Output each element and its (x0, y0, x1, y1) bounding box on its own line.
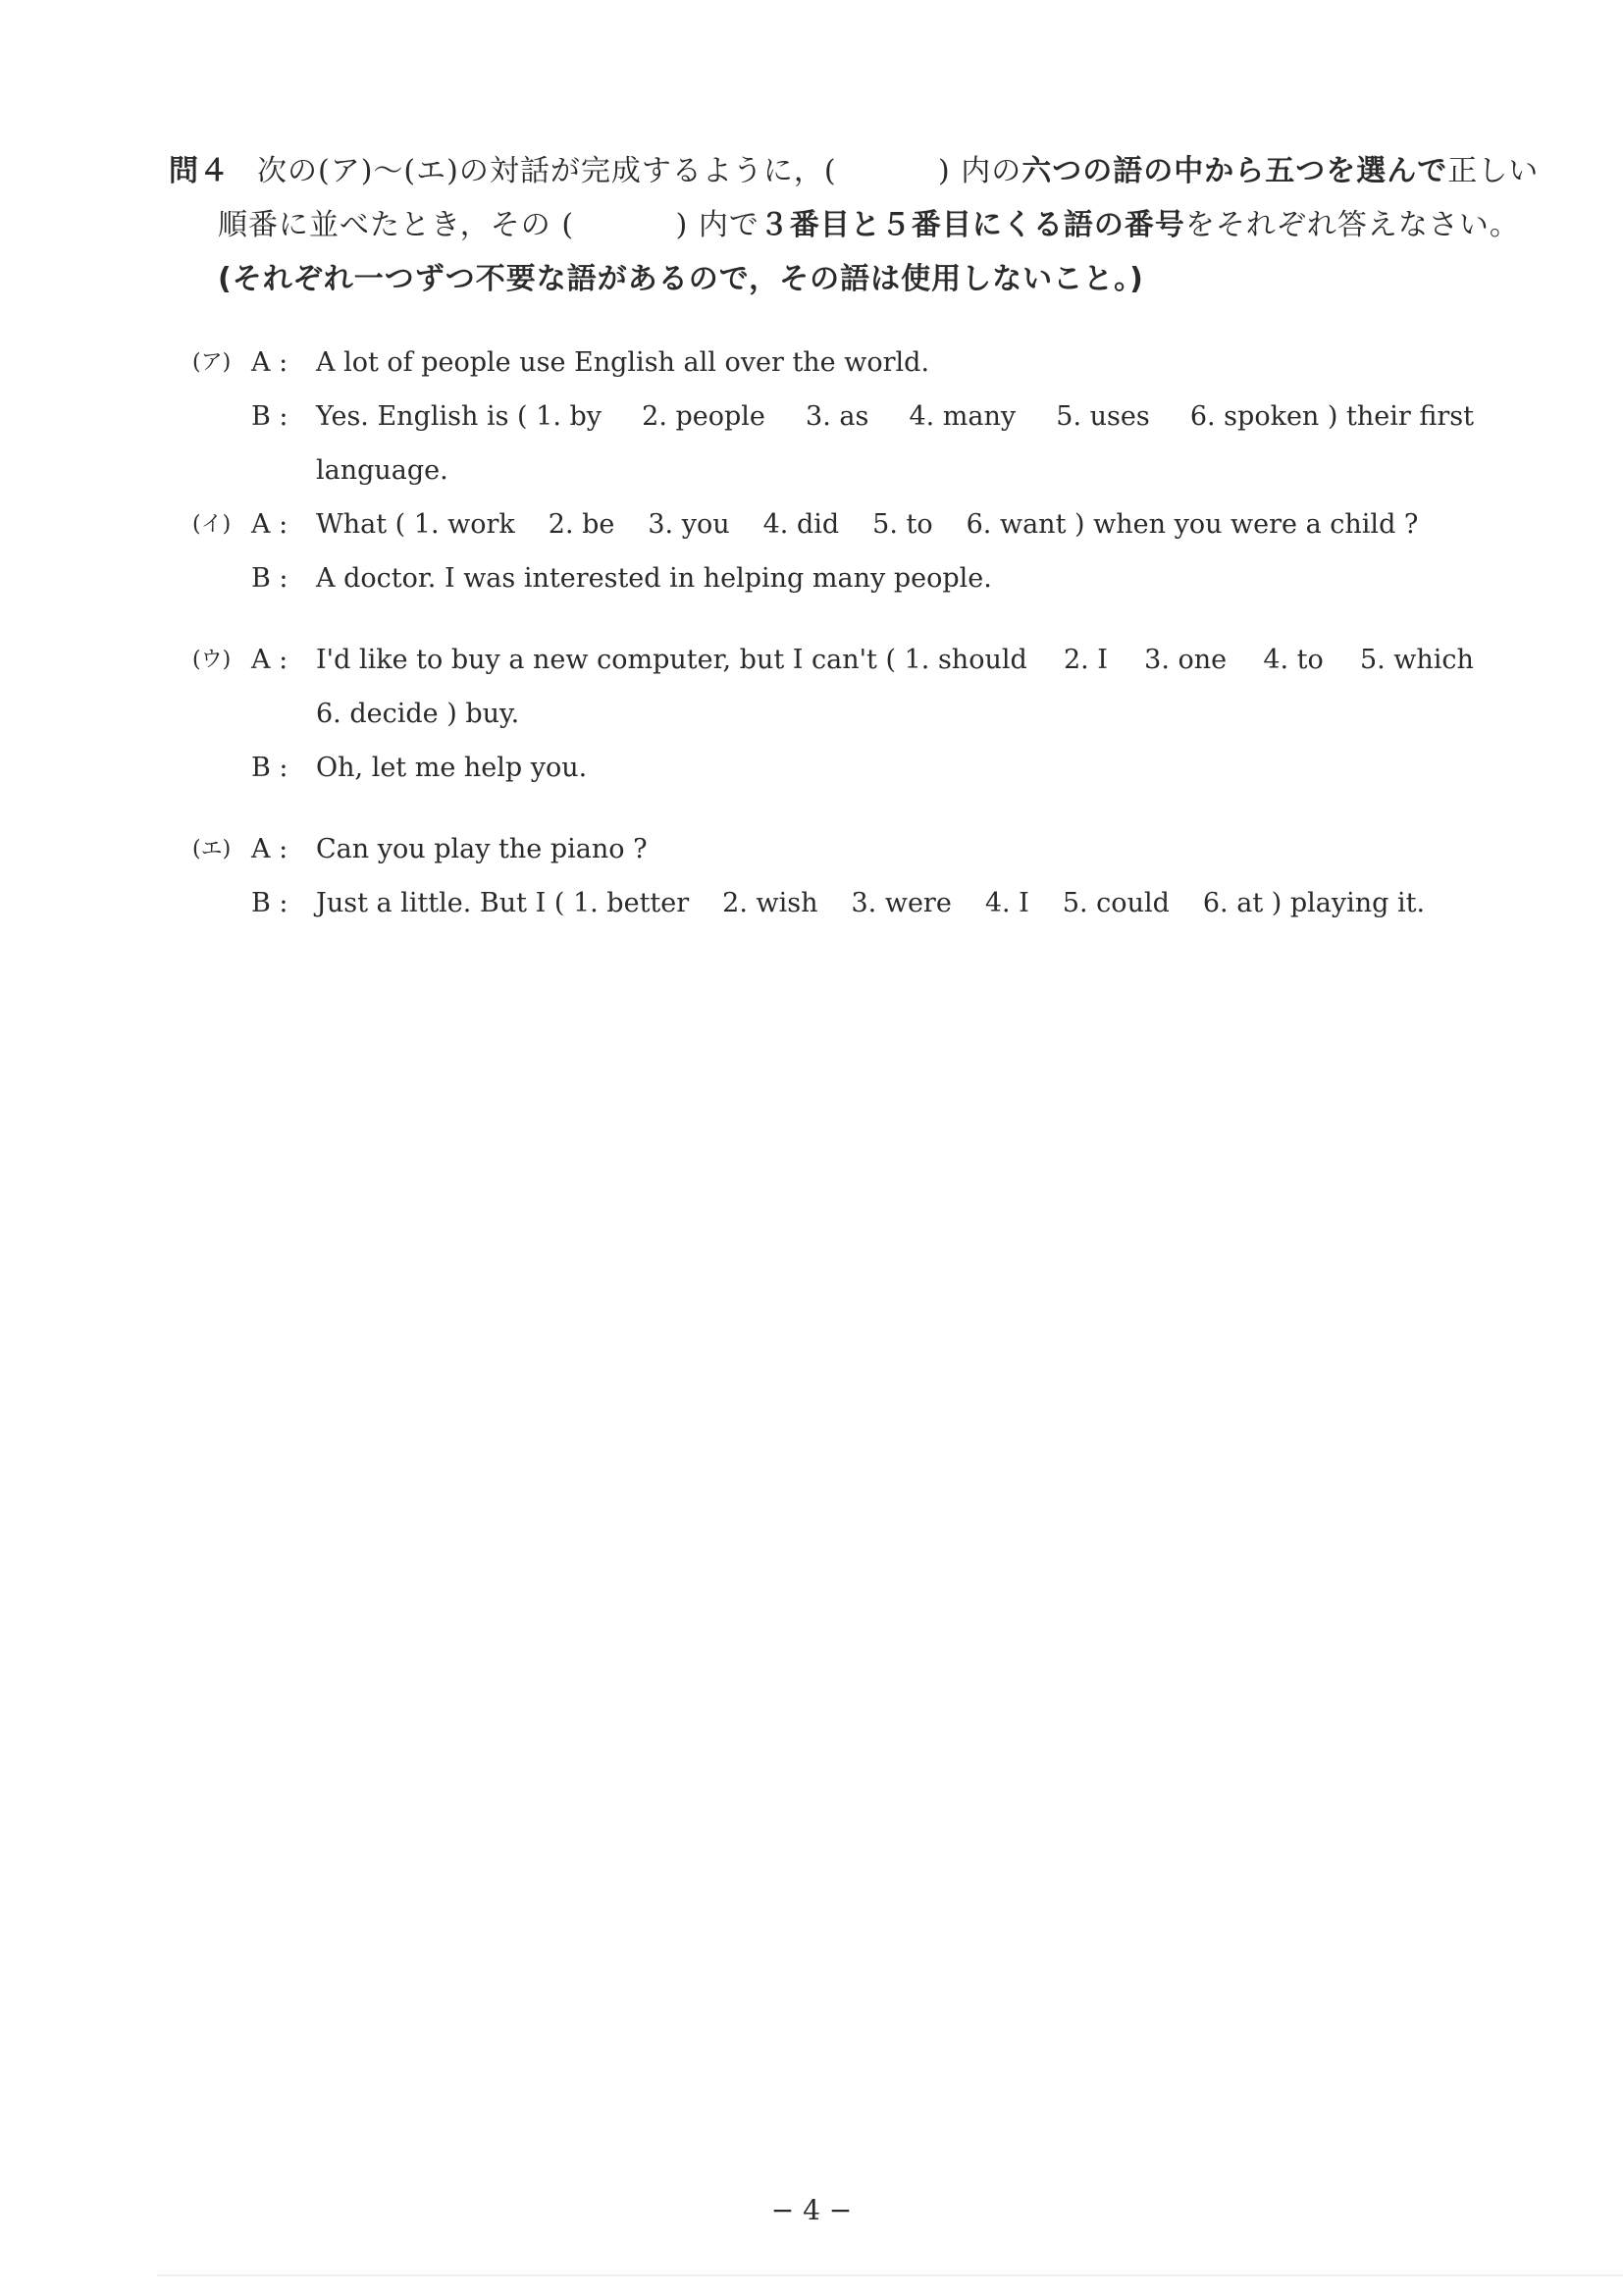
question-number: 問４ (169, 154, 230, 188)
page-number: − 4 − (770, 2194, 853, 2226)
word-choice: 4. many (909, 401, 1017, 432)
word-choice: 2. people (642, 401, 765, 432)
speaker-label-e-B: B : (251, 888, 288, 918)
instruction-seg: 次の(ア)〜(エ)の対話が完成するように，( ) 内の (257, 154, 1022, 188)
word-choice: 2. wish (722, 888, 818, 918)
word-choice: I'd like to buy a new computer, but I can't ( 1. should (316, 645, 1027, 675)
item-marker-e: (エ) (192, 837, 232, 861)
word-choice: 2. be (548, 509, 615, 540)
word-choice: 5. could (1062, 888, 1170, 918)
word-choice: 3. you (648, 509, 730, 540)
dialogue-line-u-A (316, 643, 1474, 678)
word-choice: 5. which (1359, 645, 1474, 675)
word-choice: 5. uses (1056, 401, 1150, 432)
instruction-seg-bold: 六つの語の中から五つを選んで (1021, 154, 1448, 188)
word-choice: 3. were (851, 888, 952, 918)
dialogue-line-u-A-cont: 6. decide ) buy. (316, 699, 520, 729)
word-choice: 3. one (1144, 645, 1228, 675)
instruction-seg: 順番に並べたとき，その ( ) 内で (218, 208, 759, 242)
speaker-label-a-B: B : (251, 401, 288, 432)
word-choice: 6. want ) when you were a child ? (966, 509, 1419, 540)
scan-edge-line (157, 2274, 1623, 2276)
word-choice: 6. at ) playing it. (1202, 888, 1426, 918)
instruction-seg: 正しい (1447, 154, 1540, 188)
item-marker-u: (ウ) (192, 648, 232, 672)
dialogue-line-i-B: A doctor. I was interested in helping many people. (316, 563, 992, 594)
instruction-seg-bold: (それぞれ一つずつ不要な語があるので，その語は使用しないこと。) (218, 262, 1144, 296)
word-choice: Yes. English is ( 1. by (316, 401, 602, 432)
word-choice: 4. I (984, 888, 1029, 918)
word-choice: 4. to (1263, 645, 1324, 675)
speaker-label-a-A: A : (251, 347, 288, 378)
dialogue-line-e-A: Can you play the piano ? (316, 834, 648, 864)
item-marker-a: (ア) (192, 350, 232, 375)
word-choice: 3. as (806, 401, 869, 432)
word-choice: 4. did (762, 509, 840, 540)
speaker-label-e-A: A : (251, 834, 288, 864)
instruction-seg-bold: ３番目と５番目にくる語の番号 (759, 208, 1185, 242)
dialogue-line-i-A (316, 507, 1418, 543)
dialogue-line-e-B (316, 886, 1425, 921)
dialogue-line-a-B (316, 399, 1474, 435)
instruction-line-3 (218, 260, 1144, 299)
dialogue-line-u-B: Oh, let me help you. (316, 753, 588, 783)
speaker-label-i-A: A : (251, 509, 288, 540)
instruction-line-1 (169, 152, 1539, 191)
instruction-line-2 (218, 206, 1520, 245)
speaker-label-u-A: A : (251, 645, 288, 675)
dialogue-line-a-A: A lot of people use English all over the world. (316, 347, 930, 378)
word-choice: What ( 1. work (316, 509, 515, 540)
item-marker-i: (イ) (192, 512, 232, 537)
speaker-label-i-B: B : (251, 563, 288, 594)
word-choice: 5. to (872, 509, 933, 540)
instruction-seg: をそれぞれ答えなさい。 (1184, 208, 1520, 242)
word-choice: 2. I (1063, 645, 1108, 675)
dialogue-line-a-B-cont: language. (316, 455, 448, 486)
word-choice: 6. spoken ) their first (1189, 401, 1474, 432)
speaker-label-u-B: B : (251, 753, 288, 783)
word-choice: Just a little. But I ( 1. better (316, 888, 690, 918)
